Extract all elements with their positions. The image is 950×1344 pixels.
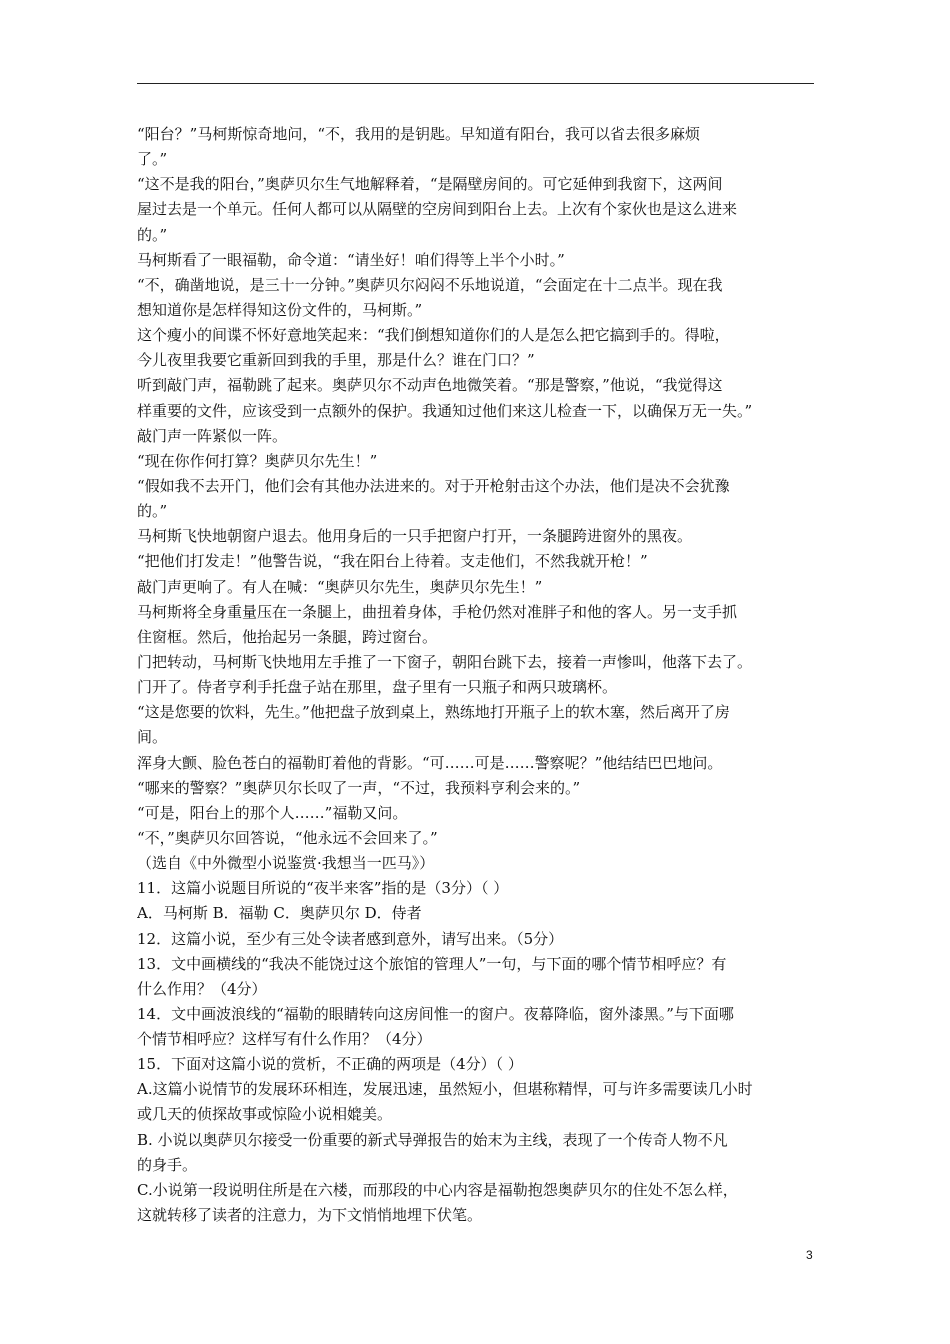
- text-line: 住窗框。然后，他抬起另一条腿，跨过窗台。: [137, 627, 438, 646]
- text-line: “可是，阳台上的那个人……”福勒又问。: [137, 803, 408, 822]
- text-line: “把他们打发走！”他警告说，“我在阳台上待着。支走他们，不然我就开枪！”: [137, 552, 648, 571]
- text-line: 间。: [137, 728, 168, 747]
- text-line: 11．这篇小说题目所说的“夜半来客”指的是（3分）（ ）: [137, 879, 509, 898]
- text-line: 什么作用？（4分）: [137, 979, 267, 998]
- text-line: 门开了。侍者亨利手托盘子站在那里，盘子里有一只瓶子和两只玻璃杯。: [137, 678, 618, 697]
- text-line: “假如我不去开门，他们会有其他办法进来的。对于开枪射击这个办法，他们是决不会犹豫: [137, 476, 730, 495]
- text-line: “现在你作何打算？奥萨贝尔先生！”: [137, 451, 378, 470]
- text-line: 听到敲门声，福勒跳了起来。奥萨贝尔不动声色地微笑着。“那是警察，”他说，“我觉得这: [137, 376, 723, 395]
- text-line: 的。”: [137, 225, 168, 244]
- text-line: 门把转动，马柯斯飞快地用左手推了一下窗子，朝阳台跳下去，接着一声惨叫，他落下去了。: [137, 652, 753, 671]
- text-line: 或几天的侦探故事或惊险小说相媲美。: [137, 1105, 393, 1124]
- text-line: 马柯斯看了一眼福勒，命令道：“请坐好！咱们得等上半个小时。”: [137, 250, 565, 269]
- text-line: 敲门声更响了。有人在喊：“奥萨贝尔先生，奥萨贝尔先生！”: [137, 577, 543, 596]
- document-body: [137, 122, 815, 1228]
- text-line: 个情节相呼应？这样写有什么作用？（4分）: [137, 1030, 432, 1049]
- text-line: B. 小说以奥萨贝尔接受一份重要的新式导弹报告的始末为主线，表现了一个传奇人物不凡: [137, 1130, 728, 1149]
- text-line: C.小说第一段说明住所是在六楼，而那段的中心内容是福勒抱怨奥萨贝尔的住处不怎么样，: [137, 1180, 738, 1199]
- text-line: 了。”: [137, 150, 168, 169]
- text-line: “这不是我的阳台，”奥萨贝尔生气地解释着，“是隔壁房间的。可它延伸到我窗下，这两间: [137, 175, 723, 194]
- text-line: 想知道你是怎样得知这份文件的，马柯斯。”: [137, 300, 423, 319]
- text-line: 这就转移了读者的注意力，为下文悄悄地埋下伏笔。: [137, 1206, 483, 1225]
- text-line: “这是您要的饮料，先生。”他把盘子放到桌上，熟练地打开瓶子上的软木塞，然后离开了房: [137, 703, 730, 722]
- text-line: 14．文中画波浪线的“福勒的眼睛转向这房间惟一的窗户。夜幕降临，窗外漆黑。”与下面哪: [137, 1004, 734, 1023]
- text-line: 今儿夜里我要它重新回到我的手里，那是什么？谁在门口？”: [137, 351, 535, 370]
- text-line: （选自《中外微型小说鉴赏·我想当一匹马》）: [137, 854, 435, 873]
- text-line: “哪来的警察？”奥萨贝尔长叹了一声，“不过，我预料亨利会来的。”: [137, 778, 581, 797]
- text-line: 这个瘦小的间谍不怀好意地笑起来：“我们倒想知道你们的人是怎么把它搞到手的。得啦，: [137, 326, 730, 345]
- text-line: 浑身大颤、脸色苍白的福勒盯着他的背影。“可……可是……警察呢？”他结结巴巴地问。: [137, 753, 723, 772]
- page-number: 3: [806, 1248, 813, 1262]
- text-line: 12．这篇小说，至少有三处令读者感到意外，请写出来。（5分）: [137, 929, 564, 948]
- text-line: 屋过去是一个单元。任何人都可以从隔壁的空房间到阳台上去。上次有个家伙也是这么进来: [137, 200, 738, 219]
- text-line: 马柯斯将全身重量压在一条腿上，曲扭着身体，手枪仍然对准胖子和他的客人。另一支手抓: [137, 602, 738, 621]
- text-line: 马柯斯飞快地朝窗户退去。他用身后的一只手把窗户打开，一条腿跨进窗外的黑夜。: [137, 527, 693, 546]
- text-line: “不，确凿地说，是三十一分钟。”奥萨贝尔闷闷不乐地说道，“会面定在十二点半。现在我: [137, 275, 723, 294]
- text-line: “阳台？”马柯斯惊奇地问，“不，我用的是钥匙。早知道有阳台，我可以省去很多麻烦: [137, 125, 701, 143]
- text-line: “不，”奥萨贝尔回答说，“他永远不会回来了。”: [137, 828, 438, 847]
- text-line: A．马柯斯 B．福勒 C．奥萨贝尔 D．侍者: [137, 904, 422, 923]
- text-line: 15．下面对这篇小说的赏析，不正确的两项是（4分）（ ）: [137, 1055, 523, 1074]
- text-line: 的。”: [137, 502, 168, 521]
- header-rule: [137, 83, 814, 84]
- text-line: A.这篇小说情节的发展环环相连，发展迅速，虽然短小，但堪称精悍，可与许多需要读几小时: [137, 1080, 753, 1099]
- text-line: 敲门声一阵紧似一阵。: [137, 426, 288, 445]
- text-line: 13．文中画横线的“我决不能饶过这个旅馆的管理人”一句，与下面的哪个情节相呼应？有: [137, 954, 727, 973]
- text-line: 的身手。: [137, 1155, 198, 1174]
- text-line: 样重要的文件，应该受到一点额外的保护。我通知过他们来这儿检查一下，以确保万无一失。”: [137, 401, 753, 420]
